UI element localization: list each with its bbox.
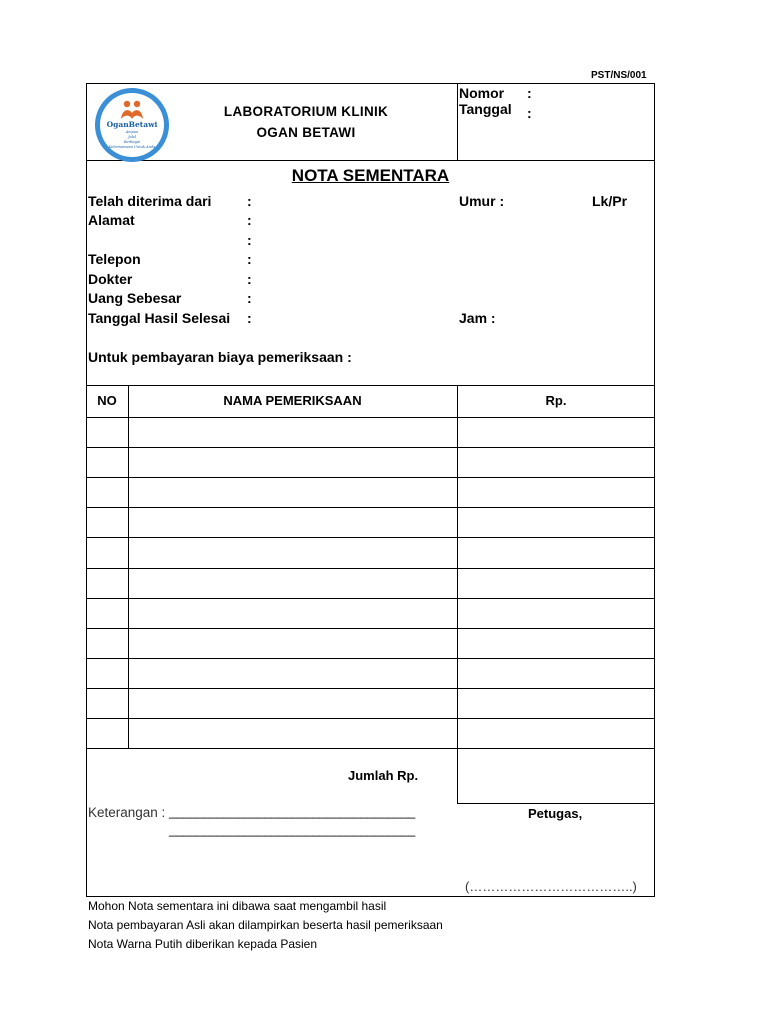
payment-note: Untuk pembayaran biaya pemeriksaan : [88,349,352,365]
signature-placeholder: (………………………………..) [465,879,637,894]
document-code: PST/NS/001 [591,70,647,81]
lab-logo [95,88,169,162]
logo-motto-4: Kebersamaan Untuk Anda [108,145,156,149]
footer-note-1: Mohon Nota sementara ini dibawa saat mengambil hasil [88,899,387,913]
col-header-no: NO [97,393,117,408]
telepon-label: Telepon [88,251,141,267]
dokter-label: Dokter [88,271,133,287]
table-row [86,748,655,749]
keterangan-label: Keterangan : [88,805,166,820]
hasil-label: Tanggal Hasil Selesai [88,310,231,326]
table-row [86,688,655,689]
telepon-colon: : [247,251,252,267]
uang-colon: : [247,290,252,306]
dokter-colon: : [247,271,252,287]
lab-subtitle: OGAN BETAWI [256,125,356,140]
keterangan-line-2: ____________________________________ [169,822,415,837]
col-header-nama: NAMA PEMERIKSAAN [223,393,362,408]
logo-motto-1: Ampun [125,130,139,134]
table-top-rule [86,385,655,386]
table-row [86,477,655,478]
table-row [86,447,655,448]
signature-label: Petugas, [528,806,583,821]
alamat-colon: : [247,212,252,228]
hasil-colon: : [247,310,252,326]
alamat-label: Alamat [88,212,135,228]
logo-motto-2: Jalal [128,135,136,139]
gender-label: Lk/Pr [592,193,628,209]
tanggal-colon: : [527,105,532,121]
nota-title: NOTA SEMENTARA [291,166,450,185]
total-label: Jumlah Rp. [348,768,419,783]
footer-note-3: Nota Warna Putih diberikan kepada Pasien [88,937,318,951]
table-row [86,537,655,538]
table-row [86,598,655,599]
alamat-colon-2: : [247,232,252,248]
table-col-divider-1 [128,385,129,748]
jam-label: Jam : [459,310,496,326]
diterima-label: Telah diterima dari [88,193,212,209]
people-icon [119,99,145,121]
col-header-rp: Rp. [545,393,567,408]
table-row [86,507,655,508]
nomor-label: Nomor [459,85,505,101]
logo-motto-3: Berbagai [123,140,141,144]
diterima-colon: : [247,193,252,209]
logo-name: OganBetawi [106,120,158,129]
uang-label: Uang Sebesar [88,290,182,306]
tanggal-label: Tanggal [459,101,512,117]
lab-name: LABORATORIUM KLINIK [223,104,389,119]
footer-note-2: Nota pembayaran Asli akan dilampirkan beserta hasil pemeriksaan [88,918,443,932]
umur-label: Umur : [459,193,505,209]
table-header-rule [86,417,655,418]
keterangan-line-1: ____________________________________ [169,804,415,819]
table-row [86,628,655,629]
nomor-colon: : [527,85,532,101]
table-row [86,718,655,719]
header-bottom-rule [86,160,655,161]
total-box-bottom [457,803,655,804]
header-divider [457,83,458,160]
table-row [86,658,655,659]
table-row [86,568,655,569]
